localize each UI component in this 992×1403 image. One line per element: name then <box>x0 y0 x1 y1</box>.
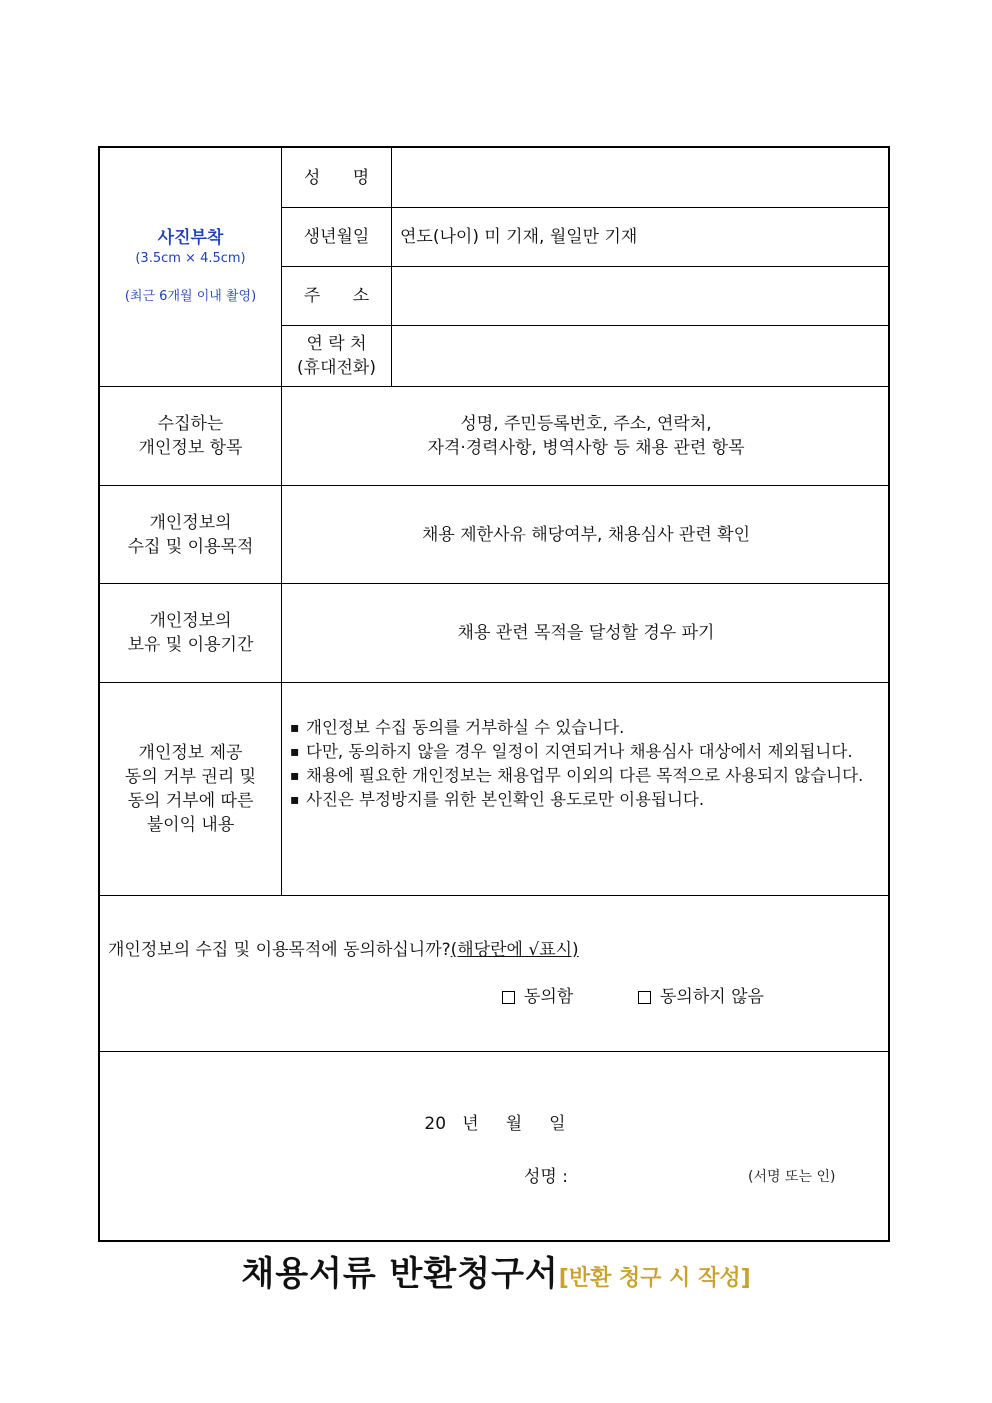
disagree-label: 동의하지 않음 <box>660 987 764 1007</box>
purpose-value: 채용 제한사유 해당여부, 채용심사 관련 확인 <box>421 524 751 545</box>
retention-value: 채용 관련 목적을 달성할 경우 파기 <box>457 623 715 643</box>
address-label-cell <box>282 267 391 325</box>
retention-label-1: 개인정보의 <box>149 611 232 631</box>
address-field[interactable] <box>392 267 890 325</box>
purpose-label-cell <box>100 486 281 583</box>
disagree-option[interactable] <box>638 985 764 1009</box>
collected-items-label-cell <box>100 387 281 485</box>
consent-question-text: 개인정보의 수집 및 이용목적에 동의하십니까? <box>108 940 451 960</box>
purpose-value-cell <box>282 486 890 583</box>
signature-name-label: 성명 : <box>524 1167 568 1187</box>
footer-main-title: 채용서류 반환청구서 <box>241 1254 559 1294</box>
refusal-label-3: 동의 거부에 따른 <box>127 791 254 811</box>
footer-subtitle: [반환 청구 시 작성] <box>558 1266 751 1291</box>
birth-value: 연도(나이) 미 기재, 월일만 기재 <box>400 227 638 247</box>
list-item: ▪ 사진은 부정방지를 위한 본인확인 용도로만 이용됩니다. <box>286 788 884 812</box>
retention-label-cell <box>100 584 281 682</box>
refusal-label-4: 불이익 내용 <box>146 815 235 835</box>
refusal-bullet-list <box>286 716 884 812</box>
contact-field[interactable] <box>392 326 890 386</box>
address-label: 주 소 <box>303 286 370 306</box>
name-field[interactable] <box>392 148 890 207</box>
consent-question <box>108 938 579 962</box>
refusal-label-cell <box>100 683 281 895</box>
collected-items-label-2: 개인정보 항목 <box>138 438 243 458</box>
name-label-cell <box>282 148 391 207</box>
photo-size: (3.5cm × 4.5cm) <box>135 251 246 266</box>
footer-title <box>0 1246 992 1295</box>
contact-label-line1: 연 락 처 <box>306 334 367 354</box>
divider <box>100 1051 890 1052</box>
consent-hint: (해당란에 √표시) <box>450 940 579 960</box>
list-item: ▪ 다만, 동의하지 않을 경우 일정이 지연되거나 채용심사 대상에서 제외됩니다. <box>286 740 884 764</box>
collected-items-value-2: 자격·경력사항, 병역사항 등 채용 관련 항목 <box>427 438 745 458</box>
purpose-label-1: 개인정보의 <box>149 512 232 533</box>
birth-label-cell <box>282 208 391 266</box>
disagree-checkbox[interactable] <box>638 991 651 1004</box>
signature-hint: (서명 또는 인) <box>748 1169 836 1185</box>
consent-form <box>98 146 890 1242</box>
birth-field[interactable] <box>392 208 890 266</box>
retention-value-cell <box>282 584 890 682</box>
collected-items-label-1: 수집하는 <box>157 414 224 434</box>
contact-label-line2: (휴대전화) <box>297 358 376 378</box>
collected-items-value-1: 성명, 주민등록번호, 주소, 연락처, <box>460 414 712 434</box>
refusal-label-1: 개인정보 제공 <box>138 743 243 763</box>
date-line: 20 년 월 일 <box>424 1114 566 1134</box>
divider <box>100 895 890 896</box>
photo-note: (최근 6개월 이내 촬영) <box>124 289 257 304</box>
list-item: ▪ 개인정보 수집 동의를 거부하실 수 있습니다. <box>286 716 884 740</box>
purpose-label-2: 수집 및 이용목적 <box>127 536 254 557</box>
refusal-label-2: 동의 거부 권리 및 <box>124 767 257 787</box>
photo-attach-cell[interactable] <box>100 148 281 386</box>
contact-label-cell <box>282 326 391 386</box>
agree-checkbox[interactable] <box>502 991 515 1004</box>
agree-label: 동의함 <box>524 987 574 1007</box>
retention-label-2: 보유 및 이용기간 <box>127 635 254 655</box>
name-label: 성 명 <box>303 167 370 188</box>
list-item: ▪ 채용에 필요한 개인정보는 채용업무 이외의 다른 목적으로 사용되지 않습니다. <box>286 764 884 788</box>
birth-label: 생년월일 <box>303 227 370 247</box>
photo-title: 사진부착 <box>157 228 224 248</box>
agree-option[interactable] <box>502 985 573 1009</box>
collected-items-value-cell <box>282 387 890 485</box>
